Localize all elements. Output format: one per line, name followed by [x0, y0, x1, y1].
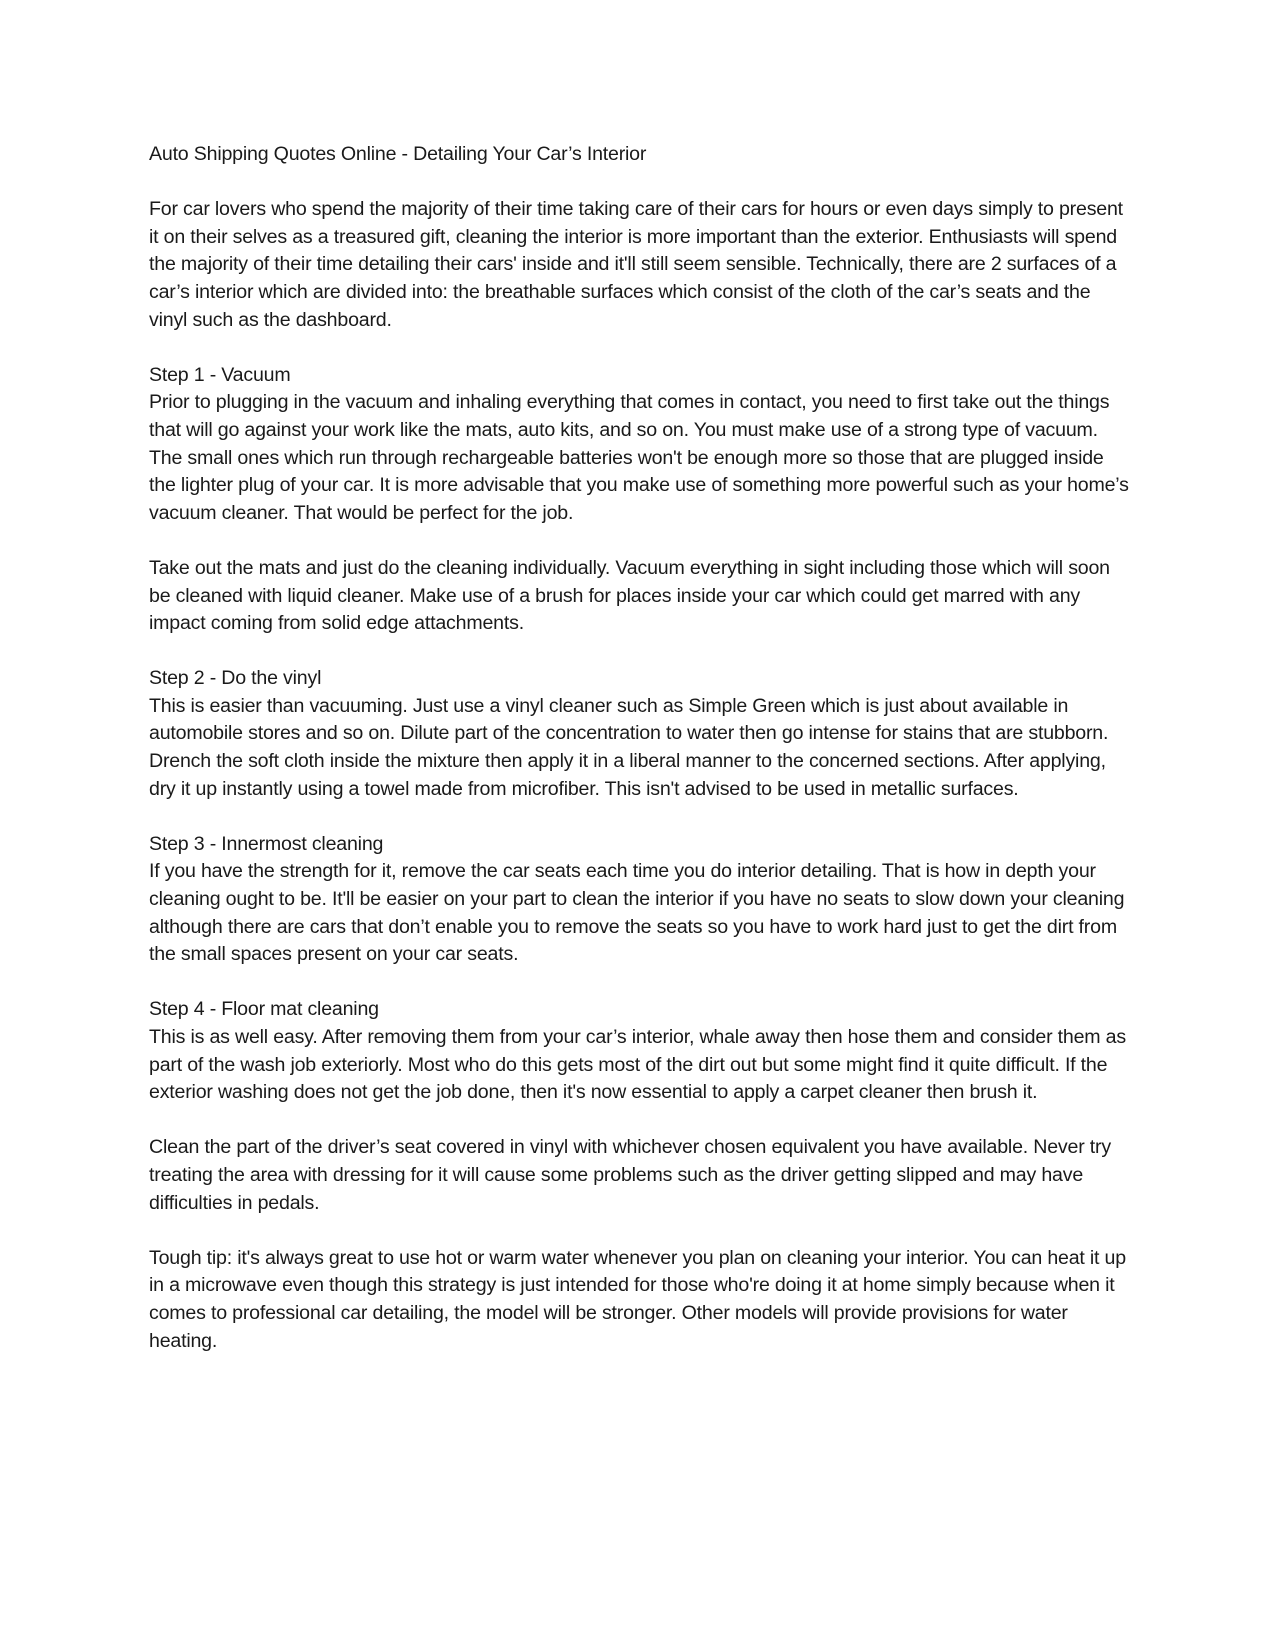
tip-paragraph: Tough tip: it's always great to use hot or warm water whenever you plan on cleaning your interior. You can heat it up in a microwave even though this strategy is just intended for those who're doing it at home simply because when it comes to professional car detailing, the model will be stronger. Other models will provide provisions for water heating.: [149, 1246, 1126, 1352]
step-1-heading: Step 1 - Vacuum: [149, 363, 291, 386]
step-4-section: [149, 996, 1129, 1106]
step-3-heading: Step 3 - Innermost cleaning: [149, 832, 384, 855]
document-body: [149, 141, 1129, 1383]
document-title: Auto Shipping Quotes Online - Detailing Your Car’s Interior: [149, 143, 647, 165]
step-3-paragraph: If you have the strength for it, remove the car seats each time you do interior detailing. That is how in depth your cleaning ought to be. It'll be easier on your part to clean the interior if you have no seats to slow down your cleaning although there are cars that don’t enable you to remove the seats so you have to work hard just to get the dirt from the small spaces present on your car seats.: [149, 860, 1125, 966]
step-1-section: [149, 362, 1129, 528]
intro-paragraph: For car lovers who spend the majority of their time taking care of their cars for hours or even days simply to present it on their selves as a treasured gift, cleaning the interior is more important than the exterior. Enthusiasts will spend the majority of their time detailing their cars' inside and it'll still seem sensible. Technically, there are 2 surfaces of a car’s interior which are divided into: the breathable surfaces which consist of the cloth of the car’s seats and the vinyl such as the dashboard.: [149, 198, 1123, 331]
step-4-paragraph: This is as well easy. After removing them from your car’s interior, whale away then hose them and consider them as part of the wash job exteriorly. Most who do this gets most of the dirt out but some might find it quite difficult. If the exterior washing does not get the job done, then it's now essential to apply a carpet cleaner then brush it.: [149, 1026, 1126, 1104]
step-4-paragraph-2: Clean the part of the driver’s seat covered in vinyl with whichever chosen equivalent you have available. Never try treating the area with dressing for it will cause some problems such as the driver getting slipped and may have difficulties in pedals.: [149, 1136, 1111, 1214]
step-2-paragraph: This is easier than vacuuming. Just use a vinyl cleaner such as Simple Green which is just about available in automobile stores and so on. Dilute part of the concentration to water then go intense for stains that are stubborn. Drench the soft cloth inside the mixture then apply it in a liberal manner to the concerned sections. After applying, dry it up instantly using a towel made from microfiber. This isn't advised to be used in metallic surfaces.: [149, 694, 1109, 800]
step-4-heading: Step 4 - Floor mat cleaning: [149, 998, 379, 1021]
step-3-section: [149, 831, 1129, 969]
step-2-heading: Step 2 - Do the vinyl: [149, 667, 322, 690]
step-2-section: [149, 665, 1129, 803]
step-1-paragraph: Prior to plugging in the vacuum and inhaling everything that comes in contact, you need to first take out the things that will go against your work like the mats, auto kits, and so on. You must make use of a strong type of vacuum. The small ones which run through rechargeable batteries won't be enough more so those that are plugged inside the lighter plug of your car. It is more advisable that you make use of something more powerful such as your home’s vacuum cleaner. That would be perfect for the job.: [149, 391, 1129, 524]
step-1-paragraph-2: Take out the mats and just do the cleaning individually. Vacuum everything in sight including those which will soon be cleaned with liquid cleaner. Make use of a brush for places inside your car which could get marred with any impact coming from solid edge attachments.: [149, 556, 1110, 635]
